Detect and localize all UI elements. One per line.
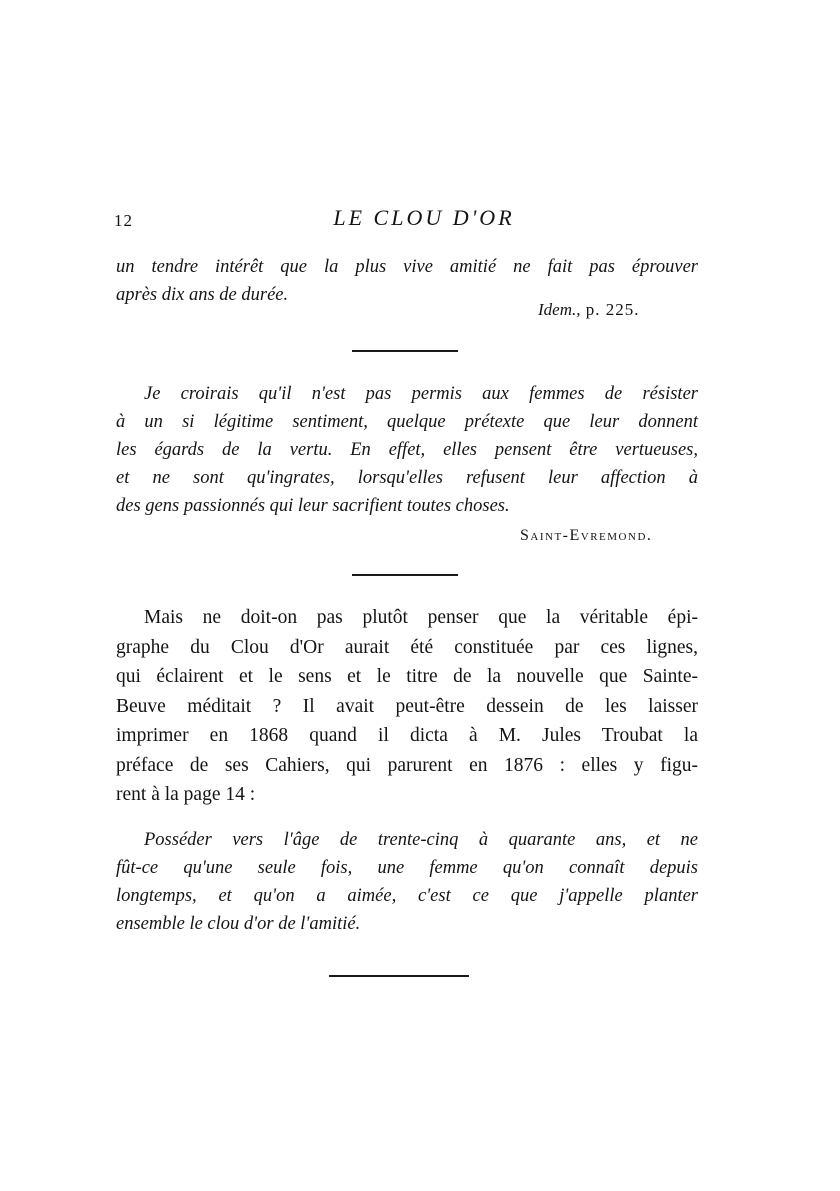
quote-line: Je croirais qu'il n'est pas permis aux femmes de résister xyxy=(144,384,698,404)
paragraph-line: graphe du Clou d'Or aurait été constituée par ces lignes, xyxy=(116,636,698,658)
paragraph-line: Beuve méditait ? Il avait peut-être dessein de les laisser xyxy=(116,695,698,717)
paragraph-line: rent à la page 14 : xyxy=(116,784,256,805)
end-divider xyxy=(329,975,469,977)
quote-line: longtemps, et qu'on a aimée, c'est ce que j'appelle planter xyxy=(116,886,698,906)
paragraph-line: préface de ses Cahiers, qui parurent en 1876 : elles y figu- xyxy=(116,754,698,776)
quote-line: Posséder vers l'âge de trente-cinq à quarante ans, et ne xyxy=(144,830,698,850)
quote-line: à un si légitime sentiment, quelque prétexte que leur donnent xyxy=(116,412,698,432)
page-number: 12 xyxy=(114,211,133,230)
attribution-idem-page: p. 225. xyxy=(580,300,640,319)
quote-line: les égards de la vertu. En effet, elles pensent être vertueuses, xyxy=(116,440,698,460)
quote-line: après dix ans de durée. xyxy=(116,285,289,305)
section-divider xyxy=(352,350,458,352)
quote-cahiers xyxy=(116,826,698,938)
paragraph-line: qui éclairent et le sens et le titre de la nouvelle que Sainte- xyxy=(116,666,698,687)
body-paragraph xyxy=(116,603,698,810)
paragraph-line: imprimer en 1868 quand il dicta à M. Jules Troubat la xyxy=(116,725,698,746)
running-head xyxy=(114,205,698,235)
running-title: LE CLOU D'OR xyxy=(333,205,515,230)
quote-saint-evremond xyxy=(116,380,698,520)
quote-line: un tendre intérêt que la plus vive amitié ne fait pas éprouver xyxy=(116,257,698,277)
quote-line: des gens passionnés qui leur sacrifient toutes choses. xyxy=(116,496,510,516)
attribution-idem-source: Idem., xyxy=(538,300,581,319)
attribution-saint-evremond: Saint-Evremond. xyxy=(520,527,653,544)
quote-line: et ne sont qu'ingrates, lorsqu'elles refusent leur affection à xyxy=(116,468,698,488)
paragraph-line: Mais ne doit-on pas plutôt penser que la véritable épi- xyxy=(144,607,698,628)
attribution-idem xyxy=(538,300,639,320)
quote-line: fût-ce qu'une seule fois, une femme qu'on connaît depuis xyxy=(116,858,698,878)
quote-line: ensemble le clou d'or de l'amitié. xyxy=(116,914,361,934)
section-divider xyxy=(352,574,458,576)
